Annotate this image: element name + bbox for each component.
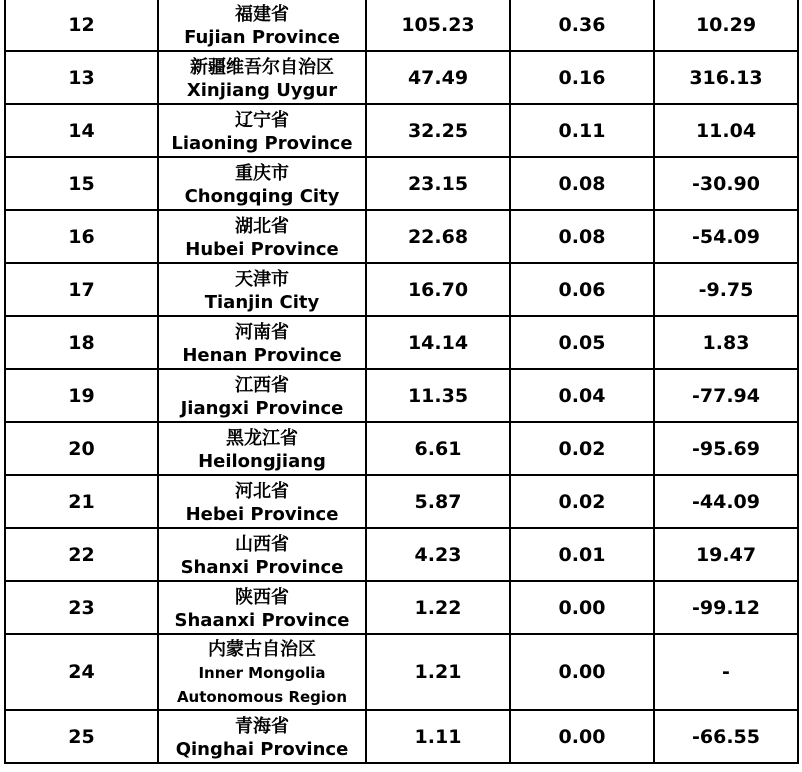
region-cell — [158, 475, 366, 528]
share-cell: 0.00 — [510, 634, 654, 710]
share-cell: 0.36 — [510, 0, 654, 51]
rank-cell: 19 — [5, 369, 158, 422]
region-name-zh: 山西省 — [235, 533, 289, 555]
growth-cell: 11.04 — [654, 104, 798, 157]
table-row — [5, 634, 798, 710]
value-cell: 23.15 — [366, 157, 510, 210]
share-cell: 0.08 — [510, 210, 654, 263]
growth-cell: -44.09 — [654, 475, 798, 528]
share-cell: 0.08 — [510, 157, 654, 210]
region-name-zh: 河南省 — [235, 321, 289, 343]
region-name-en: Heilongjiang — [198, 450, 326, 472]
table-row — [5, 157, 798, 210]
region-cell — [158, 263, 366, 316]
region-name-en: Henan Province — [182, 344, 342, 366]
region-name-en: Hubei Province — [185, 238, 339, 260]
table-row — [5, 528, 798, 581]
region-cell — [158, 104, 366, 157]
share-cell: 0.02 — [510, 475, 654, 528]
table-row — [5, 369, 798, 422]
table-row — [5, 581, 798, 634]
growth-cell: 19.47 — [654, 528, 798, 581]
value-cell: 1.21 — [366, 634, 510, 710]
region-cell — [158, 210, 366, 263]
rank-cell: 18 — [5, 316, 158, 369]
growth-cell: 10.29 — [654, 0, 798, 51]
share-cell: 0.06 — [510, 263, 654, 316]
table-row — [5, 422, 798, 475]
region-name-en: Chongqing City — [184, 185, 340, 207]
table-row — [5, 263, 798, 316]
share-cell: 0.00 — [510, 710, 654, 763]
region-cell — [158, 369, 366, 422]
region-name-en-line2: Autonomous Region — [176, 687, 348, 706]
region-cell — [158, 157, 366, 210]
data-table-container — [4, 0, 797, 764]
region-cell — [158, 710, 366, 763]
table-row — [5, 710, 798, 763]
share-cell: 0.02 — [510, 422, 654, 475]
region-name-zh: 黑龙江省 — [226, 427, 298, 449]
growth-cell: -9.75 — [654, 263, 798, 316]
growth-cell: -66.55 — [654, 710, 798, 763]
value-cell: 47.49 — [366, 51, 510, 104]
region-cell — [158, 51, 366, 104]
rank-cell: 13 — [5, 51, 158, 104]
table-row — [5, 210, 798, 263]
region-cell — [158, 634, 366, 710]
region-name-zh: 湖北省 — [235, 215, 289, 237]
growth-cell: -95.69 — [654, 422, 798, 475]
growth-cell: 316.13 — [654, 51, 798, 104]
region-cell — [158, 581, 366, 634]
rank-cell: 17 — [5, 263, 158, 316]
rank-cell: 25 — [5, 710, 158, 763]
region-name-en: Inner Mongolia — [198, 663, 326, 682]
region-name-zh: 河北省 — [235, 480, 289, 502]
growth-cell: - — [654, 634, 798, 710]
value-cell: 16.70 — [366, 263, 510, 316]
share-cell: 0.00 — [510, 581, 654, 634]
value-cell: 1.11 — [366, 710, 510, 763]
region-name-en: Shaanxi Province — [174, 609, 350, 631]
region-name-en: Qinghai Province — [175, 738, 349, 760]
value-cell: 11.35 — [366, 369, 510, 422]
region-name-zh: 福建省 — [235, 3, 289, 25]
region-cell — [158, 316, 366, 369]
growth-cell: -54.09 — [654, 210, 798, 263]
region-name-en: Liaoning Province — [171, 132, 353, 154]
growth-cell: -99.12 — [654, 581, 798, 634]
region-name-en: Fujian Province — [184, 26, 340, 48]
growth-cell: -30.90 — [654, 157, 798, 210]
rank-cell: 22 — [5, 528, 158, 581]
rank-cell: 20 — [5, 422, 158, 475]
region-name-zh: 内蒙古自治区 — [208, 638, 316, 660]
region-name-en: Tianjin City — [204, 291, 320, 313]
rank-cell: 23 — [5, 581, 158, 634]
rank-cell: 12 — [5, 0, 158, 51]
value-cell: 14.14 — [366, 316, 510, 369]
region-ranking-table — [4, 0, 799, 764]
rank-cell: 14 — [5, 104, 158, 157]
growth-cell: -77.94 — [654, 369, 798, 422]
region-name-en: Shanxi Province — [180, 556, 344, 578]
region-name-zh: 重庆市 — [235, 162, 289, 184]
region-cell — [158, 0, 366, 51]
value-cell: 1.22 — [366, 581, 510, 634]
table-row — [5, 104, 798, 157]
value-cell: 4.23 — [366, 528, 510, 581]
value-cell: 5.87 — [366, 475, 510, 528]
table-row — [5, 51, 798, 104]
region-name-zh: 辽宁省 — [235, 109, 289, 131]
region-name-zh: 青海省 — [235, 715, 289, 737]
table-row — [5, 0, 798, 51]
share-cell: 0.05 — [510, 316, 654, 369]
value-cell: 105.23 — [366, 0, 510, 51]
region-name-en: Jiangxi Province — [180, 397, 344, 419]
region-name-en: Hebei Province — [185, 503, 339, 525]
rank-cell: 21 — [5, 475, 158, 528]
table-row — [5, 475, 798, 528]
region-cell — [158, 422, 366, 475]
share-cell: 0.11 — [510, 104, 654, 157]
region-cell — [158, 528, 366, 581]
region-name-zh: 陕西省 — [235, 586, 289, 608]
rank-cell: 16 — [5, 210, 158, 263]
table-row — [5, 316, 798, 369]
growth-cell: 1.83 — [654, 316, 798, 369]
share-cell: 0.16 — [510, 51, 654, 104]
rank-cell: 24 — [5, 634, 158, 710]
share-cell: 0.04 — [510, 369, 654, 422]
value-cell: 32.25 — [366, 104, 510, 157]
share-cell: 0.01 — [510, 528, 654, 581]
region-name-zh: 新疆维吾尔自治区 — [190, 56, 334, 78]
value-cell: 22.68 — [366, 210, 510, 263]
rank-cell: 15 — [5, 157, 158, 210]
region-name-zh: 江西省 — [235, 374, 289, 396]
region-name-zh: 天津市 — [235, 268, 289, 290]
region-name-en: Xinjiang Uygur — [186, 79, 338, 101]
value-cell: 6.61 — [366, 422, 510, 475]
